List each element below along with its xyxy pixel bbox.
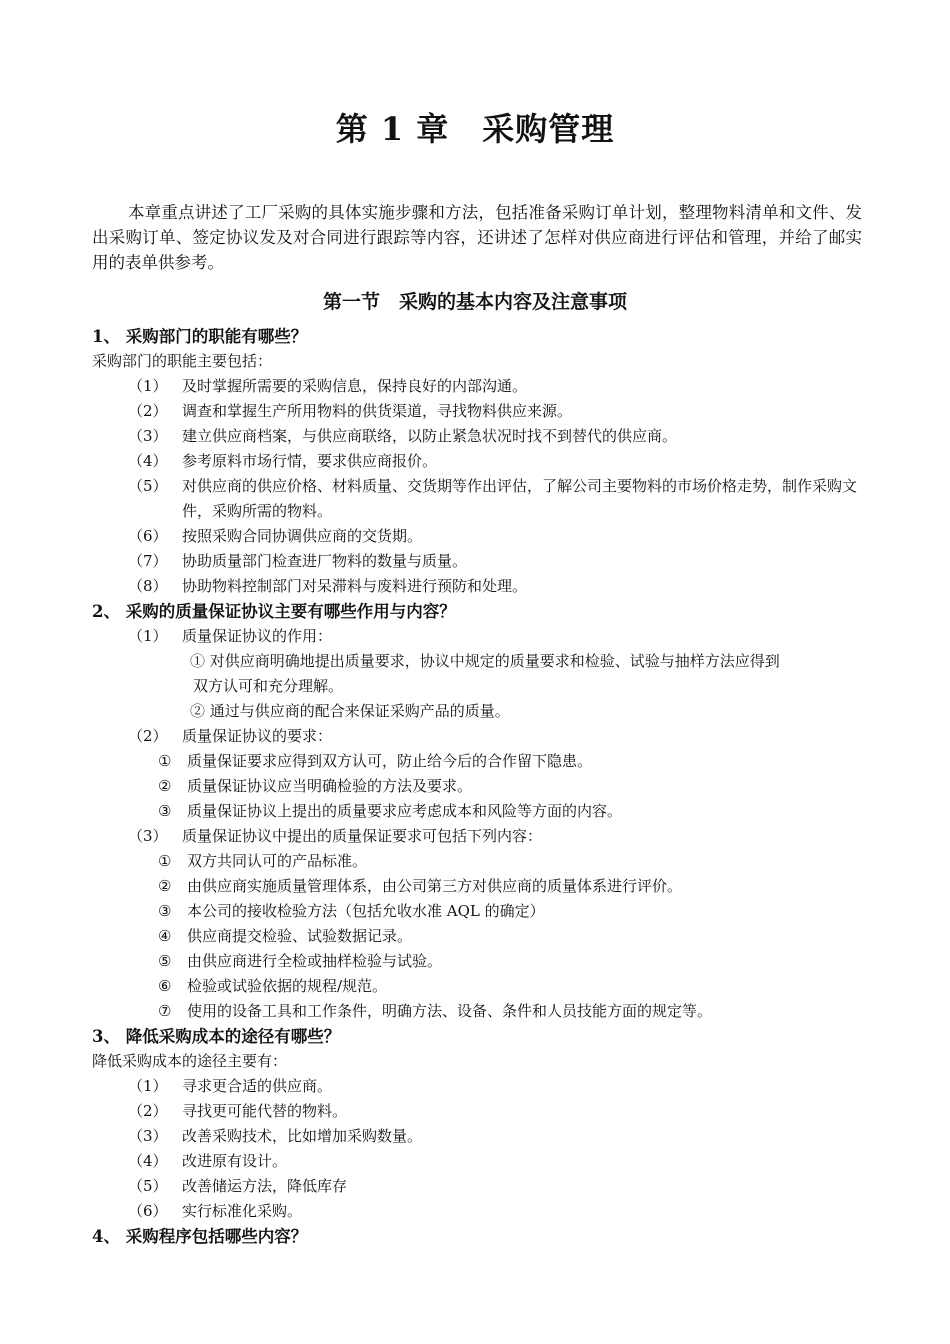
question-3-lead: 降低采购成本的途径主要有： <box>92 1052 288 1070</box>
item-text: 实行标准化采购。 <box>182 1202 303 1220</box>
item-number: （5） <box>128 477 168 495</box>
sub-item <box>92 774 872 799</box>
list-item <box>92 1074 872 1099</box>
item-number: ⑥ <box>158 977 172 995</box>
item-number: （1） <box>128 1077 168 1095</box>
sub-item-line: ① 对供应商明确地提出质量要求，协议中规定的质量要求和检验、试验与抽样方法应得到 <box>190 652 780 670</box>
item-text: 由供应商实施质量管理体系，由公司第三方对供应商的质量体系进行评价。 <box>187 877 683 895</box>
list-item <box>92 549 872 574</box>
list-item <box>92 1124 872 1149</box>
item-number: ② <box>158 777 172 795</box>
question-1-list <box>92 374 872 599</box>
item-text: 本公司的接收检验方法（包括允收水准 AQL 的确定） <box>187 902 545 920</box>
list-item <box>92 724 872 749</box>
sub-item <box>92 974 872 999</box>
sub-item <box>92 899 872 924</box>
item-text: 使用的设备工具和工作条件，明确方法、设备、条件和人员技能方面的规定等。 <box>187 1002 713 1020</box>
item-text: 寻找更可能代替的物料。 <box>182 1102 348 1120</box>
sub-item <box>92 649 872 699</box>
item-number: ① <box>158 852 172 870</box>
question-heading-4: 4、 采购程序包括哪些内容？ <box>92 1227 308 1246</box>
sub-item <box>92 924 872 949</box>
item-text: 供应商提交检验、试验数据记录。 <box>187 927 413 945</box>
item-number: （3） <box>128 427 168 445</box>
item-text: 参考原料市场行情，要求供应商报价。 <box>182 452 438 470</box>
list-item <box>92 449 872 474</box>
item-number: （8） <box>128 577 168 595</box>
item-text: 改进原有设计。 <box>182 1152 288 1170</box>
item-text: 寻求更合适的供应商。 <box>182 1077 333 1095</box>
item-number: （4） <box>128 452 168 470</box>
item-number: （1） <box>128 377 168 395</box>
item-text: 调查和掌握生产所用物料的供货渠道，寻找物料供应来源。 <box>182 402 573 420</box>
item-text: 协助物料控制部门对呆滞料与废料进行预防和处理。 <box>182 577 528 595</box>
sub-item <box>92 874 872 899</box>
item-number: （2） <box>128 402 168 420</box>
item-text: 及时掌握所需要的采购信息，保持良好的内部沟通。 <box>182 377 528 395</box>
sub-item <box>92 999 872 1024</box>
list-item <box>92 374 872 399</box>
sub-item <box>92 849 872 874</box>
item-number: ③ <box>158 802 172 820</box>
sub-item-line: 双方认可和充分理解。 <box>193 677 344 695</box>
document-body <box>92 324 872 1249</box>
item-text: 对供应商的供应价格、材料质量、交货期等作出评估，了解公司主要物料的市场价格走势，制作采购文件，采购所需的物料。 <box>182 477 858 520</box>
item-number: （3） <box>128 1127 168 1145</box>
question-1-lead: 采购部门的职能主要包括： <box>92 352 273 370</box>
list-item <box>92 1174 872 1199</box>
question-heading-1: 1、 采购部门的职能有哪些？ <box>92 327 308 346</box>
chapter-intro: 本章重点讲述了工厂采购的具体实施步骤和方法，包括准备采购订单计划，整理物料清单和文件、发出采购订单、签定协议发及对合同进行跟踪等内容，还讲述了怎样对供应商进行评估和管理，并给了邮实用的表单供参考。 <box>92 203 862 272</box>
item-text: 双方共同认可的产品标准。 <box>187 852 368 870</box>
list-item <box>92 1199 872 1224</box>
item-text: 质量保证协议中提出的质量保证要求可包括下列内容： <box>182 827 543 845</box>
item-number: （2） <box>128 1102 168 1120</box>
item-number: ② <box>158 877 172 895</box>
item-text: 由供应商进行全检或抽样检验与试验。 <box>187 952 443 970</box>
item-number: （1） <box>128 627 168 645</box>
item-text: 按照采购合同协调供应商的交货期。 <box>182 527 423 545</box>
item-text: 质量保证要求应得到双方认可，防止给今后的合作留下隐患。 <box>187 752 593 770</box>
item-number: （4） <box>128 1152 168 1170</box>
sub-item <box>92 799 872 824</box>
sub-item <box>92 949 872 974</box>
item-number: （5） <box>128 1177 168 1195</box>
item-text: 改善采购技术，比如增加采购数量。 <box>182 1127 423 1145</box>
item-number: ③ <box>158 902 172 920</box>
item-number: ④ <box>158 927 172 945</box>
item-number: （2） <box>128 727 168 745</box>
item-number: （7） <box>128 552 168 570</box>
list-item <box>92 624 872 649</box>
list-item <box>92 1149 872 1174</box>
question-heading-2: 2、 采购的质量保证协议主要有哪些作用与内容？ <box>92 602 456 621</box>
item-text: 协助质量部门检查进厂物料的数量与质量。 <box>182 552 468 570</box>
question-heading-3: 3、 降低采购成本的途径有哪些？ <box>92 1027 341 1046</box>
sub-item <box>92 749 872 774</box>
item-number: （3） <box>128 827 168 845</box>
list-item <box>92 399 872 424</box>
item-number: ① <box>158 752 172 770</box>
sub-item <box>92 699 872 724</box>
list-item <box>92 1099 872 1124</box>
item-number: ⑤ <box>158 952 172 970</box>
list-item <box>92 474 872 524</box>
item-text: 改善储运方法，降低库存 <box>182 1177 348 1195</box>
list-item <box>92 524 872 549</box>
item-text: 质量保证协议上提出的质量要求应考虑成本和风险等方面的内容。 <box>187 802 623 820</box>
item-number: （6） <box>128 527 168 545</box>
item-text: 检验或试验依据的规程/规范。 <box>187 977 388 995</box>
list-item <box>92 574 872 599</box>
item-text: 质量保证协议的要求： <box>182 727 333 745</box>
item-number: ⑦ <box>158 1002 172 1020</box>
item-text: 质量保证协议应当明确检验的方法及要求。 <box>187 777 473 795</box>
item-number: （6） <box>128 1202 168 1220</box>
chapter-title: 第 1 章 采购管理 <box>335 110 615 148</box>
list-item <box>92 824 872 849</box>
list-item <box>92 424 872 449</box>
item-text: 建立供应商档案，与供应商联络，以防止紧急状况时找不到替代的供应商。 <box>182 427 678 445</box>
item-text: 质量保证协议的作用： <box>182 627 333 645</box>
sub-item-line: ② 通过与供应商的配合来保证采购产品的质量。 <box>190 702 510 720</box>
section-title: 第一节 采购的基本内容及注意事项 <box>322 291 627 313</box>
